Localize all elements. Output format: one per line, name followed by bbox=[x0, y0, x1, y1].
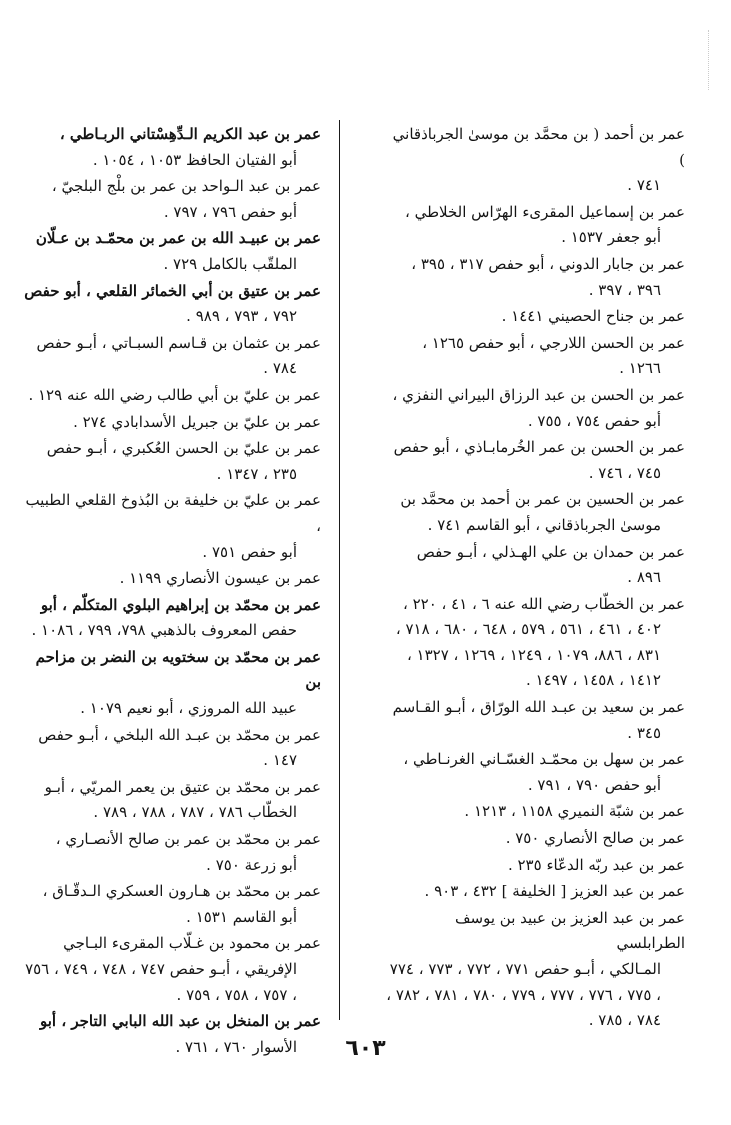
index-entry bbox=[385, 853, 685, 879]
index-entry bbox=[21, 593, 321, 644]
index-entry-heading: عمر بن عبد الكريم الـدِّهِسْتاني الربـاطي ، bbox=[59, 125, 321, 143]
scan-edge-mark bbox=[708, 30, 727, 90]
index-entry-continuation: ١٤٧ . bbox=[263, 751, 297, 770]
index-entry-heading: عمر بن أحمد ( بن محمَّد بن موسىٰ الجرباذقاني ) bbox=[392, 125, 685, 169]
index-entry-continuation: الإفريقي ، أبـو حفص ٧٤٧ ، ٧٤٨ ، ٧٤٩ ، ٧٥٦ ، ٧٥٧ ، ٧٥٨ ، ٧٥٩ . bbox=[25, 960, 297, 1004]
index-entry-continuation: ٣٤٥ . bbox=[627, 723, 661, 742]
index-entry-continuation: أبو القاسم ١٥٣١ . bbox=[186, 907, 297, 926]
index-entry bbox=[385, 304, 685, 330]
index-entry-heading: عمر بن جابار الدوني ، أبو حفص ٣١٧ ، ٣٩٥ ، bbox=[411, 254, 685, 273]
index-entry-continuation: عبيد الله المروزي ، أبو نعيم ١٠٧٩ . bbox=[80, 699, 297, 718]
index-entry-continuation: ٧٤١ . bbox=[627, 176, 661, 195]
index-entry-heading: عمر بن عليّ بن الحسن العُكبري ، أبـو حفص bbox=[46, 439, 321, 458]
index-entry bbox=[21, 879, 321, 930]
index-entry-heading: عمر بن عبيـد الله بن عمر بن محمّـد بن عـلّان bbox=[35, 229, 321, 248]
index-entry-heading: عمر بن عليّ بن خليفة بن البُذوخ القلعي الطبيب ، bbox=[25, 491, 321, 535]
index-entry-heading: عمر بن سعيد بن عبـد الله الورّاق ، أبـو القـاسم bbox=[392, 698, 685, 717]
index-entry bbox=[21, 931, 321, 1008]
index-entry-heading: عمر بن حمدان بن علي الهـذلي ، أبـو حفص bbox=[416, 542, 685, 561]
index-entry bbox=[21, 827, 321, 878]
index-entry bbox=[385, 487, 685, 538]
index-entry-continuation: حفص المعروف بالذهبي ٧٩٨، ٧٩٩ ، ١٠٨٦ . bbox=[31, 621, 297, 640]
index-entry-heading: عمر بن إسماعيل المقرىء الهرّاس الخلاطي ، bbox=[404, 202, 685, 221]
index-entry-continuation: الملقّب بالكامل ٧٢٩ . bbox=[163, 254, 297, 273]
index-entry-heading: عمر بن عبد ربّه الدعّاء ٢٣٥ . bbox=[507, 855, 685, 874]
index-entry bbox=[385, 592, 685, 694]
index-entry-continuation: أبو جعفر ١٥٣٧ . bbox=[561, 228, 661, 247]
index-entry bbox=[21, 410, 321, 436]
index-entry-heading: عمر بن الحسين بن عمر بن أحمد بن محمَّد بن bbox=[400, 490, 685, 509]
index-entry bbox=[385, 252, 685, 303]
index-entry-heading: عمر بن شبّة النميري ١١٥٨ ، ١٢١٣ . bbox=[464, 802, 685, 821]
index-entry-heading: عمر بن محمّد بن سختويه بن النضر بن مزاحم بن bbox=[35, 647, 321, 692]
index-entry-heading: عمر بن عليّ بن أبي طالب رضي الله عنه ١٢٩ . bbox=[28, 385, 321, 404]
index-entry-heading: عمر بن الحسن اللارجي ، أبو حفص ١٢٦٥ ، bbox=[422, 333, 685, 352]
index-entry-continuation: الأسوار ٧٦٠ ، ٧٦١ . bbox=[175, 1037, 297, 1056]
index-entry bbox=[385, 879, 685, 905]
index-entry bbox=[21, 488, 321, 565]
index-entry-continuation: ٧٩٢ ، ٧٩٣ ، ٩٨٩ . bbox=[186, 307, 297, 326]
index-entry bbox=[385, 435, 685, 486]
index-entry bbox=[21, 331, 321, 382]
index-entry-heading: عمر بن الحسن بن عمر الخُرمابـاذي ، أبو حفص bbox=[393, 438, 685, 457]
index-entry-continuation: ٤٠٢ ، ٤٦١ ، ٥٦١ ، ٥٧٩ ، ٦٤٨ ، ٦٨٠ ، ٧١٨ ، ٨٣١ ، ٨٨٦، ١٠٧٩ ، ١٢٤٩ ، ١٢٦٩ ، ١٣٢٧ ، ١٤١٢ ، ١٤٥٨ ، ١٤٩٧ . bbox=[395, 620, 661, 690]
index-entry bbox=[385, 826, 685, 852]
index-entry bbox=[385, 695, 685, 746]
index-entry-heading: عمر بن عبد العزيز [ الخليفة ] ٤٣٢ ، ٩٠٣ . bbox=[424, 882, 685, 901]
index-entry-continuation: أبو حفص ٧٥١ . bbox=[202, 542, 297, 561]
index-entry-continuation: المـالكي ، أبـو حفص ٧٧١ ، ٧٧٢ ، ٧٧٣ ، ٧٧٤ ، ٧٧٥ ، ٧٧٦ ، ٧٧٧ ، ٧٧٩ ، ٧٨٠ ، ٧٨١ ، ٧٨٢ ، ٧٨٤ ، ٧٨٥ . bbox=[386, 960, 661, 1030]
index-entry bbox=[21, 279, 321, 330]
index-column-left bbox=[21, 122, 321, 1061]
index-entry bbox=[21, 645, 321, 722]
index-entry bbox=[21, 383, 321, 409]
index-entry-continuation: أبو حفص ٧٥٤ ، ٧٥٥ . bbox=[527, 411, 661, 430]
index-entry bbox=[385, 540, 685, 591]
index-entry bbox=[385, 383, 685, 434]
index-entry bbox=[385, 799, 685, 825]
index-column-right bbox=[385, 122, 685, 1035]
column-divider bbox=[339, 120, 340, 1020]
index-entry-heading: عمر بن عبد العزيز بن عبيد بن يوسف الطرابلسي bbox=[454, 908, 685, 953]
index-entry-heading: عمر بن الحسن بن عبد الرزاق البيراني النفزي ، bbox=[392, 385, 685, 404]
index-entry bbox=[21, 122, 321, 173]
index-entry-continuation: ٧٨٤ . bbox=[263, 359, 297, 378]
index-entry-continuation: ٧٤٥ ، ٧٤٦ . bbox=[588, 463, 661, 482]
index-entry-heading: عمر بن عثمان بن قـاسم السبـاتي ، أبـو حفص bbox=[36, 333, 321, 352]
index-entry bbox=[385, 747, 685, 798]
index-entry-heading: عمر بن سهل بن محمّـد الغسّـاني الغرنـاطي ، bbox=[403, 750, 685, 769]
index-entry bbox=[21, 775, 321, 826]
index-entry-heading: عمر بن محمّد بن عتيق بن يعمر المريّي ، أبـو bbox=[44, 777, 321, 796]
index-entry-heading: عمر بن عتيق بن أبي الخمائر القلعي ، أبو حفص bbox=[24, 281, 321, 300]
index-entry-continuation: ١٢٦٦ . bbox=[619, 359, 661, 378]
index-entry-continuation: موسىٰ الجرباذقاني ، أبو القاسم ٧٤١ . bbox=[427, 515, 661, 534]
index-entry-continuation: أبو حفص ٧٩٠ ، ٧٩١ . bbox=[527, 775, 661, 794]
index-entry-heading: عمر بن الخطّاب رضي الله عنه ٦ ، ٤١ ، ٢٢٠ ، bbox=[402, 594, 685, 613]
index-entry-continuation: أبو الفتيان الحافظ ١٠٥٣ ، ١٠٥٤ . bbox=[92, 150, 297, 169]
index-entry-heading: عمر بن المنخل بن عبد الله البابي التاجر ، أبو bbox=[40, 1012, 321, 1031]
index-entry-continuation: الخطّاب ٧٨٦ ، ٧٨٧ ، ٧٨٨ ، ٧٨٩ . bbox=[93, 803, 297, 822]
index-entry bbox=[21, 436, 321, 487]
index-entry bbox=[21, 226, 321, 277]
index-entry-heading: عمر بن محمّد بن إبراهيم البلوي المتكلّم ، أبو bbox=[40, 595, 321, 614]
index-entry-heading: عمر بن محمّد بن عمر بن صالح الأنصـاري ، bbox=[55, 830, 321, 849]
index-entry-heading: عمر بن محمّد بن عبـد الله البلخي ، أبـو حفص bbox=[38, 725, 321, 744]
index-entry-continuation: ٢٣٥ ، ١٣٤٧ . bbox=[216, 464, 297, 483]
index-entry-heading: عمر بن محمود بن غـلّاب المقرىء البـاجي bbox=[63, 934, 321, 953]
page-number: ٦٠٣ bbox=[345, 1036, 386, 1061]
index-entry bbox=[385, 200, 685, 251]
index-entry bbox=[21, 723, 321, 774]
index-entry-heading: عمر بن عبد الـواحد بن عمر بن بلْج البلجيّ ، bbox=[51, 177, 321, 196]
index-entry-heading: عمر بن صالح الأنصاري ٧٥٠ . bbox=[505, 829, 685, 848]
index-entry-continuation: أبو حفص ٧٩٦ ، ٧٩٧ . bbox=[163, 202, 297, 221]
index-entry-heading: عمر بن جناح الحصيني ١٤٤١ . bbox=[501, 307, 685, 326]
index-entry-continuation: ٣٩٦ ، ٣٩٧ . bbox=[588, 280, 661, 299]
index-entry bbox=[385, 331, 685, 382]
index-entry-continuation: أبو زرعة ٧٥٠ . bbox=[206, 855, 297, 874]
index-entry-heading: عمر بن محمّد بن هـارون العسكري الـدقّـاق ، bbox=[42, 882, 321, 901]
index-entry-heading: عمر بن عيسون الأنصاري ١١٩٩ . bbox=[119, 569, 321, 588]
index-entry bbox=[21, 174, 321, 225]
index-entry bbox=[385, 906, 685, 1034]
index-entry-heading: عمر بن عليّ بن جبريل الأسدابادي ٢٧٤ . bbox=[73, 412, 321, 431]
index-entry bbox=[21, 566, 321, 592]
index-entry-continuation: ٨٩٦ . bbox=[627, 568, 661, 587]
index-entry bbox=[385, 122, 685, 199]
